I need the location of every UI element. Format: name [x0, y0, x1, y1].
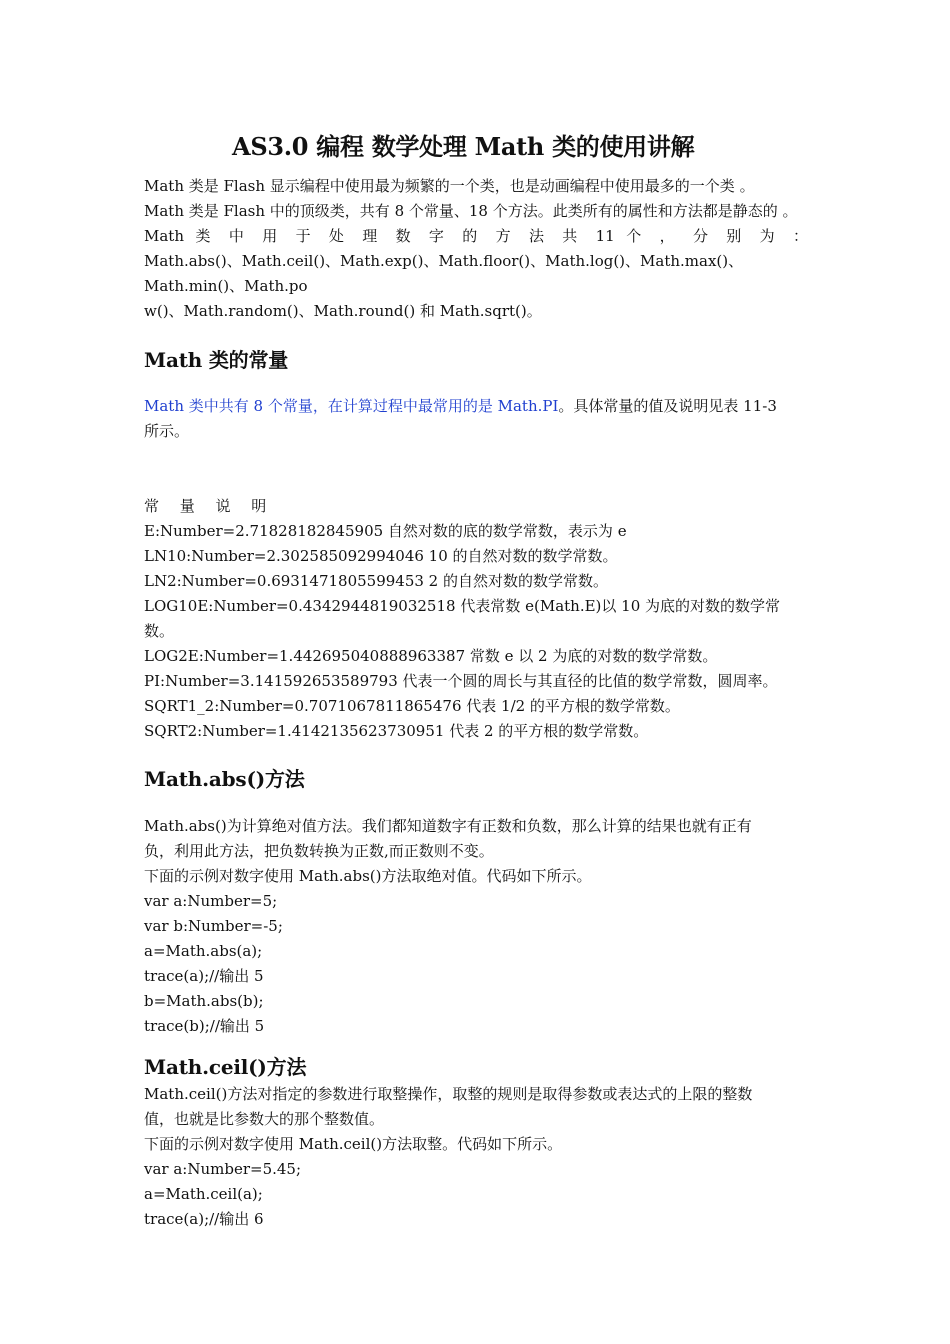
constants-desc-highlight: Math 类中共有 8 个常量，在计算过程中最常用的是 Math.PI: [144, 397, 559, 415]
intro-line: w()、Math.random()、Math.round() 和 Math.sqrt()。: [144, 302, 542, 320]
constants-description: [144, 394, 808, 444]
code-line: trace(b);//输出 5: [144, 1017, 265, 1035]
constant-row: LN10:Number=2.302585092994046 10 的自然对数的数学常数。: [144, 547, 618, 565]
document-page: [144, 130, 808, 1232]
code-line: a=Math.ceil(a);: [144, 1185, 263, 1203]
constants-desc-text: 。具体常量的值及说明见表 11-3: [558, 397, 777, 415]
constant-row: LN2:Number=0.6931471805599453 2 的自然对数的数学常数。: [144, 572, 608, 590]
code-line: trace(a);//输出 6: [144, 1210, 264, 1228]
document-title: AS3.0 编程 数学处理 Math 类的使用讲解: [232, 132, 695, 161]
constant-row: SQRT1_2:Number=0.7071067811865476 代表 1/2 的平方根的数学常数。: [144, 697, 680, 715]
abs-description: [144, 814, 808, 889]
constants-table-header: 常 量 说 明: [144, 497, 275, 515]
intro-line: Math 类 中 用 于 处 理 数 字 的 方 法 共 11 个 ， 分 别 为 ：: [144, 227, 808, 245]
code-line: trace(a);//输出 5: [144, 967, 264, 985]
code-line: var a:Number=5.45;: [144, 1160, 302, 1178]
intro-paragraph: [144, 174, 808, 324]
ceil-description: [144, 1082, 808, 1157]
code-line: var b:Number=-5;: [144, 917, 283, 935]
ceil-heading: Math.ceil()方法: [144, 1055, 307, 1079]
constant-row: LOG2E:Number=1.442695040888963387 常数 e 以 2 为底的对数的数学常数。: [144, 647, 718, 665]
ceil-example-intro: 下面的示例对数字使用 Math.ceil()方法取整。代码如下所示。: [144, 1135, 563, 1153]
constant-row: LOG10E:Number=0.4342944819032518 代表常数 e(Math.E)以 10 为底的对数的数学常数。: [144, 597, 781, 640]
abs-example-intro: 下面的示例对数字使用 Math.abs()方法取绝对值。代码如下所示。: [144, 867, 592, 885]
abs-heading: Math.abs()方法: [144, 767, 305, 791]
code-line: a=Math.abs(a);: [144, 942, 263, 960]
constants-desc-line: 所示。: [144, 422, 190, 440]
intro-line: Math.abs()、Math.ceil()、Math.exp()、Math.floor()、Math.log()、Math.max()、Math.min()、Math.po: [144, 252, 744, 295]
constants-desc-line: [144, 394, 808, 419]
code-line: var a:Number=5;: [144, 892, 278, 910]
constant-row: PI:Number=3.141592653589793 代表一个圆的周长与其直径的比值的数学常数，圆周率。: [144, 672, 778, 690]
abs-desc-line: 负，利用此方法，把负数转换为正数,而正数则不变。: [144, 842, 494, 860]
ceil-desc-line: Math.ceil()方法对指定的参数进行取整操作，取整的规则是取得参数或表达式的上限的整数: [144, 1085, 753, 1103]
code-line: b=Math.abs(b);: [144, 992, 264, 1010]
abs-code-block: [144, 889, 808, 1039]
constants-heading: Math 类的常量: [144, 348, 289, 372]
ceil-code-block: [144, 1157, 808, 1232]
intro-line: Math 类是 Flash 中的顶级类，共有 8 个常量、18 个方法。此类所有的属性和方法都是静态的 。: [144, 202, 798, 220]
constant-row: E:Number=2.71828182845905 自然对数的底的数学常数，表示为 e: [144, 522, 627, 540]
intro-line: Math 类是 Flash 显示编程中使用最为频繁的一个类，也是动画编程中使用最多的一个类 。: [144, 177, 755, 195]
constant-row: SQRT2:Number=1.4142135623730951 代表 2 的平方根的数学常数。: [144, 722, 649, 740]
constants-table: [144, 494, 808, 744]
ceil-desc-line: 值，也就是比参数大的那个整数值。: [144, 1110, 385, 1128]
abs-desc-line: Math.abs()为计算绝对值方法。我们都知道数字有正数和负数，那么计算的结果也就有正有: [144, 817, 752, 835]
